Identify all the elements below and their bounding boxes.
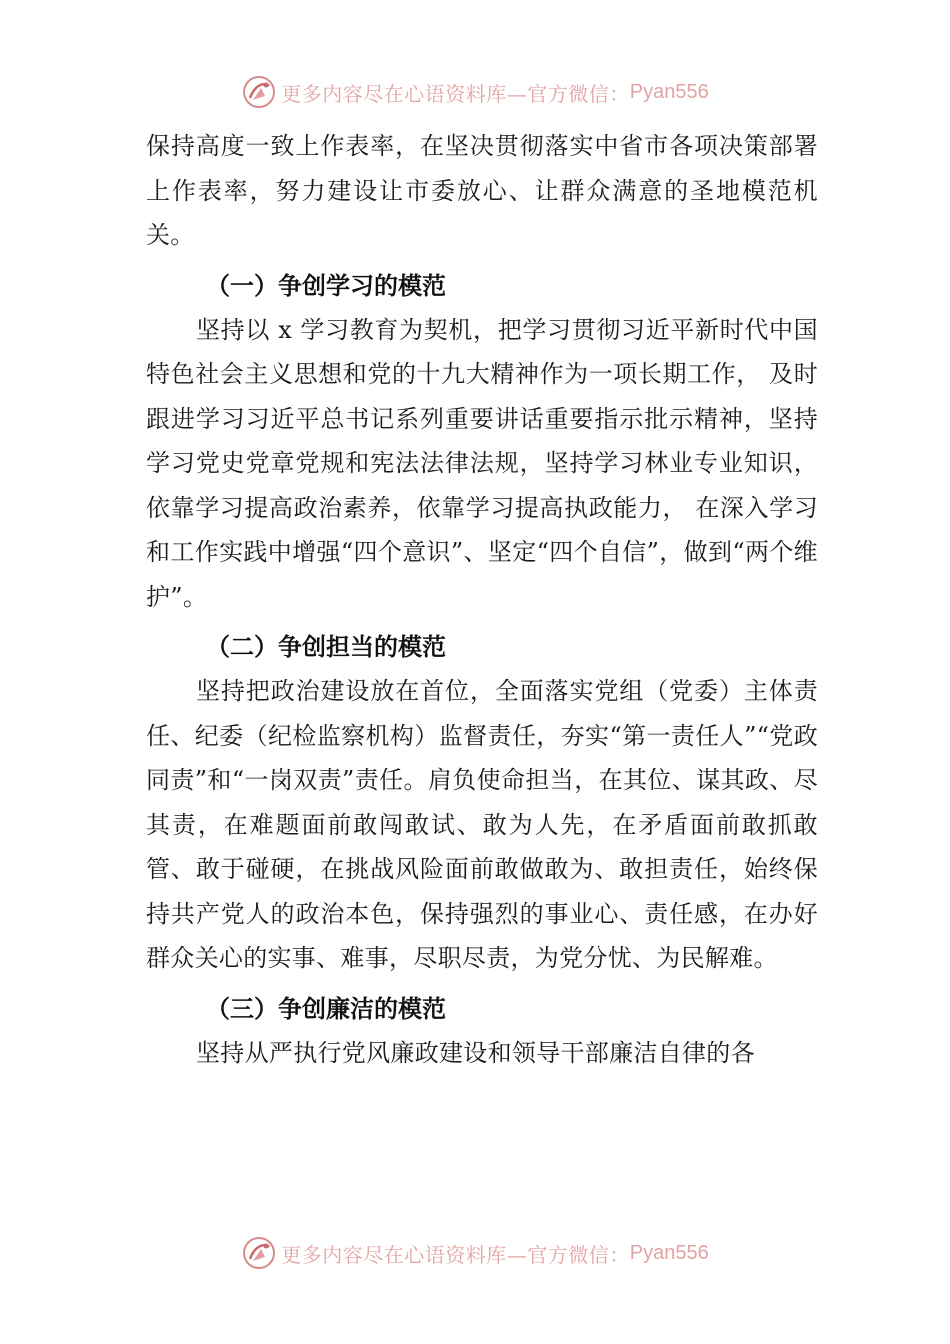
paragraph-study: 坚持以 x 学习教育为契机，把学习贯彻习近平新时代中国特色社会主义思想和党的十九大精神作为一项长期工作， 及时跟进学习习近平总书记系列重要讲话重要指示批示精神，坚持学习党史党章党规和宪法法律法规，坚持学习林业专业知识，依靠学习提高政治素养，依靠学习提高执政能力， 在深入学习和工作实践中增强“四个意识”、坚定“四个自信”，做到“两个维护”。 xyxy=(146,315,818,611)
section-heading-integrity: （三）争创廉洁的模范 xyxy=(206,994,446,1023)
brand-logo-icon xyxy=(241,74,277,110)
section-heading-study: （一）争创学习的模范 xyxy=(206,271,446,300)
paragraph-intro: 保持高度一致上作表率，在坚决贯彻落实中省市各项决策部署上作表率，努力建设让市委放心、让群众满意的圣地模范机关。 xyxy=(146,132,818,249)
watermark-wechat-id: Pyan556 xyxy=(629,1241,709,1264)
paragraph-responsibility: 坚持把政治建设放在首位，全面落实党组（党委）主体责任、纪委（纪检监察机构）监督责任，夯实“第一责任人”“党政同责”和“一岗双责”责任。肩负使命担当，在其位、谋其政、尽其责，在难题面前敢闯敢试、敢为人先，在矛盾面前敢抓敢管、敢于碰硬，在挑战风险面前敢做敢为、敢担责任，始终保持共产党人的政治本色，保持强烈的事业心、责任感，在办好群众关心的实事、难事，尽职尽责，为党分忧、为民解难。 xyxy=(146,677,818,972)
watermark-header xyxy=(0,72,950,112)
watermark-text: 更多内容尽在心语资料库—官方微信： xyxy=(281,1242,630,1267)
paragraph-integrity: 坚持从严执行党风廉政建设和领导干部廉洁自律的各 xyxy=(196,1038,755,1067)
watermark-wechat-id: Pyan556 xyxy=(629,80,709,103)
section-heading-responsibility: （二）争创担当的模范 xyxy=(206,633,446,661)
watermark-footer xyxy=(0,1233,950,1273)
watermark-text: 更多内容尽在心语资料库—官方微信： xyxy=(281,81,630,106)
document-body xyxy=(146,124,818,1075)
brand-logo-icon xyxy=(241,1235,277,1271)
